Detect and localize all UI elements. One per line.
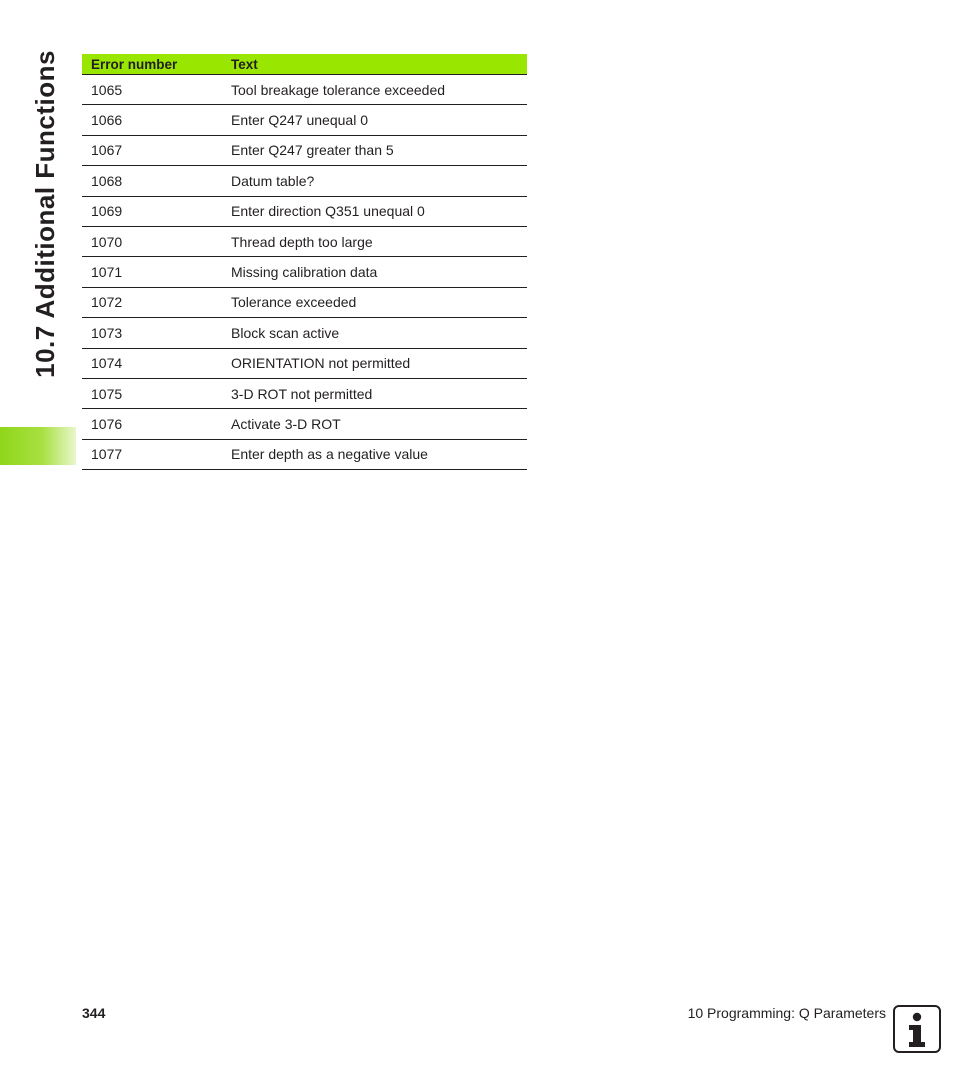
error-number-cell: 1065 — [82, 75, 222, 105]
table-header-row — [82, 54, 527, 75]
info-icon — [893, 1005, 941, 1053]
error-text-cell: Block scan active — [222, 318, 527, 348]
table-row — [82, 257, 527, 287]
table-row — [82, 348, 527, 378]
error-text-cell: Activate 3-D ROT — [222, 409, 527, 439]
error-number-cell: 1067 — [82, 135, 222, 165]
table-row — [82, 75, 527, 105]
table-row — [82, 226, 527, 256]
header-text: Text — [222, 54, 527, 75]
error-number-cell: 1077 — [82, 439, 222, 469]
table-row — [82, 196, 527, 226]
error-text-cell: Thread depth too large — [222, 226, 527, 256]
error-text-cell: Enter depth as a negative value — [222, 439, 527, 469]
table-row — [82, 409, 527, 439]
error-text-cell: 3-D ROT not permitted — [222, 378, 527, 408]
error-number-cell: 1066 — [82, 105, 222, 135]
error-number-cell: 1072 — [82, 287, 222, 317]
error-number-cell: 1068 — [82, 166, 222, 196]
error-text-cell: Tolerance exceeded — [222, 287, 527, 317]
error-number-cell: 1074 — [82, 348, 222, 378]
table-row — [82, 378, 527, 408]
table-row — [82, 166, 527, 196]
chapter-title: 10 Programming: Q Parameters — [687, 1005, 886, 1021]
error-number-cell: 1075 — [82, 378, 222, 408]
error-text-cell: Enter direction Q351 unequal 0 — [222, 196, 527, 226]
error-text-cell: Tool breakage tolerance exceeded — [222, 75, 527, 105]
header-error-number: Error number — [82, 54, 222, 75]
error-text-cell: ORIENTATION not permitted — [222, 348, 527, 378]
error-number-cell: 1069 — [82, 196, 222, 226]
section-title — [28, 50, 62, 378]
error-text-cell: Missing calibration data — [222, 257, 527, 287]
table-row — [82, 318, 527, 348]
error-number-cell: 1073 — [82, 318, 222, 348]
chapter-tab-marker — [0, 427, 76, 465]
table-row — [82, 439, 527, 469]
error-number-cell: 1076 — [82, 409, 222, 439]
error-table — [82, 54, 527, 470]
page-number: 344 — [82, 1005, 106, 1021]
table-row — [82, 287, 527, 317]
table-row — [82, 105, 527, 135]
error-text-cell: Enter Q247 greater than 5 — [222, 135, 527, 165]
table-row — [82, 135, 527, 165]
error-text-cell: Enter Q247 unequal 0 — [222, 105, 527, 135]
error-number-cell: 1071 — [82, 257, 222, 287]
section-title-text: 10.7 Additional Functions — [30, 50, 60, 378]
error-number-cell: 1070 — [82, 226, 222, 256]
error-text-cell: Datum table? — [222, 166, 527, 196]
